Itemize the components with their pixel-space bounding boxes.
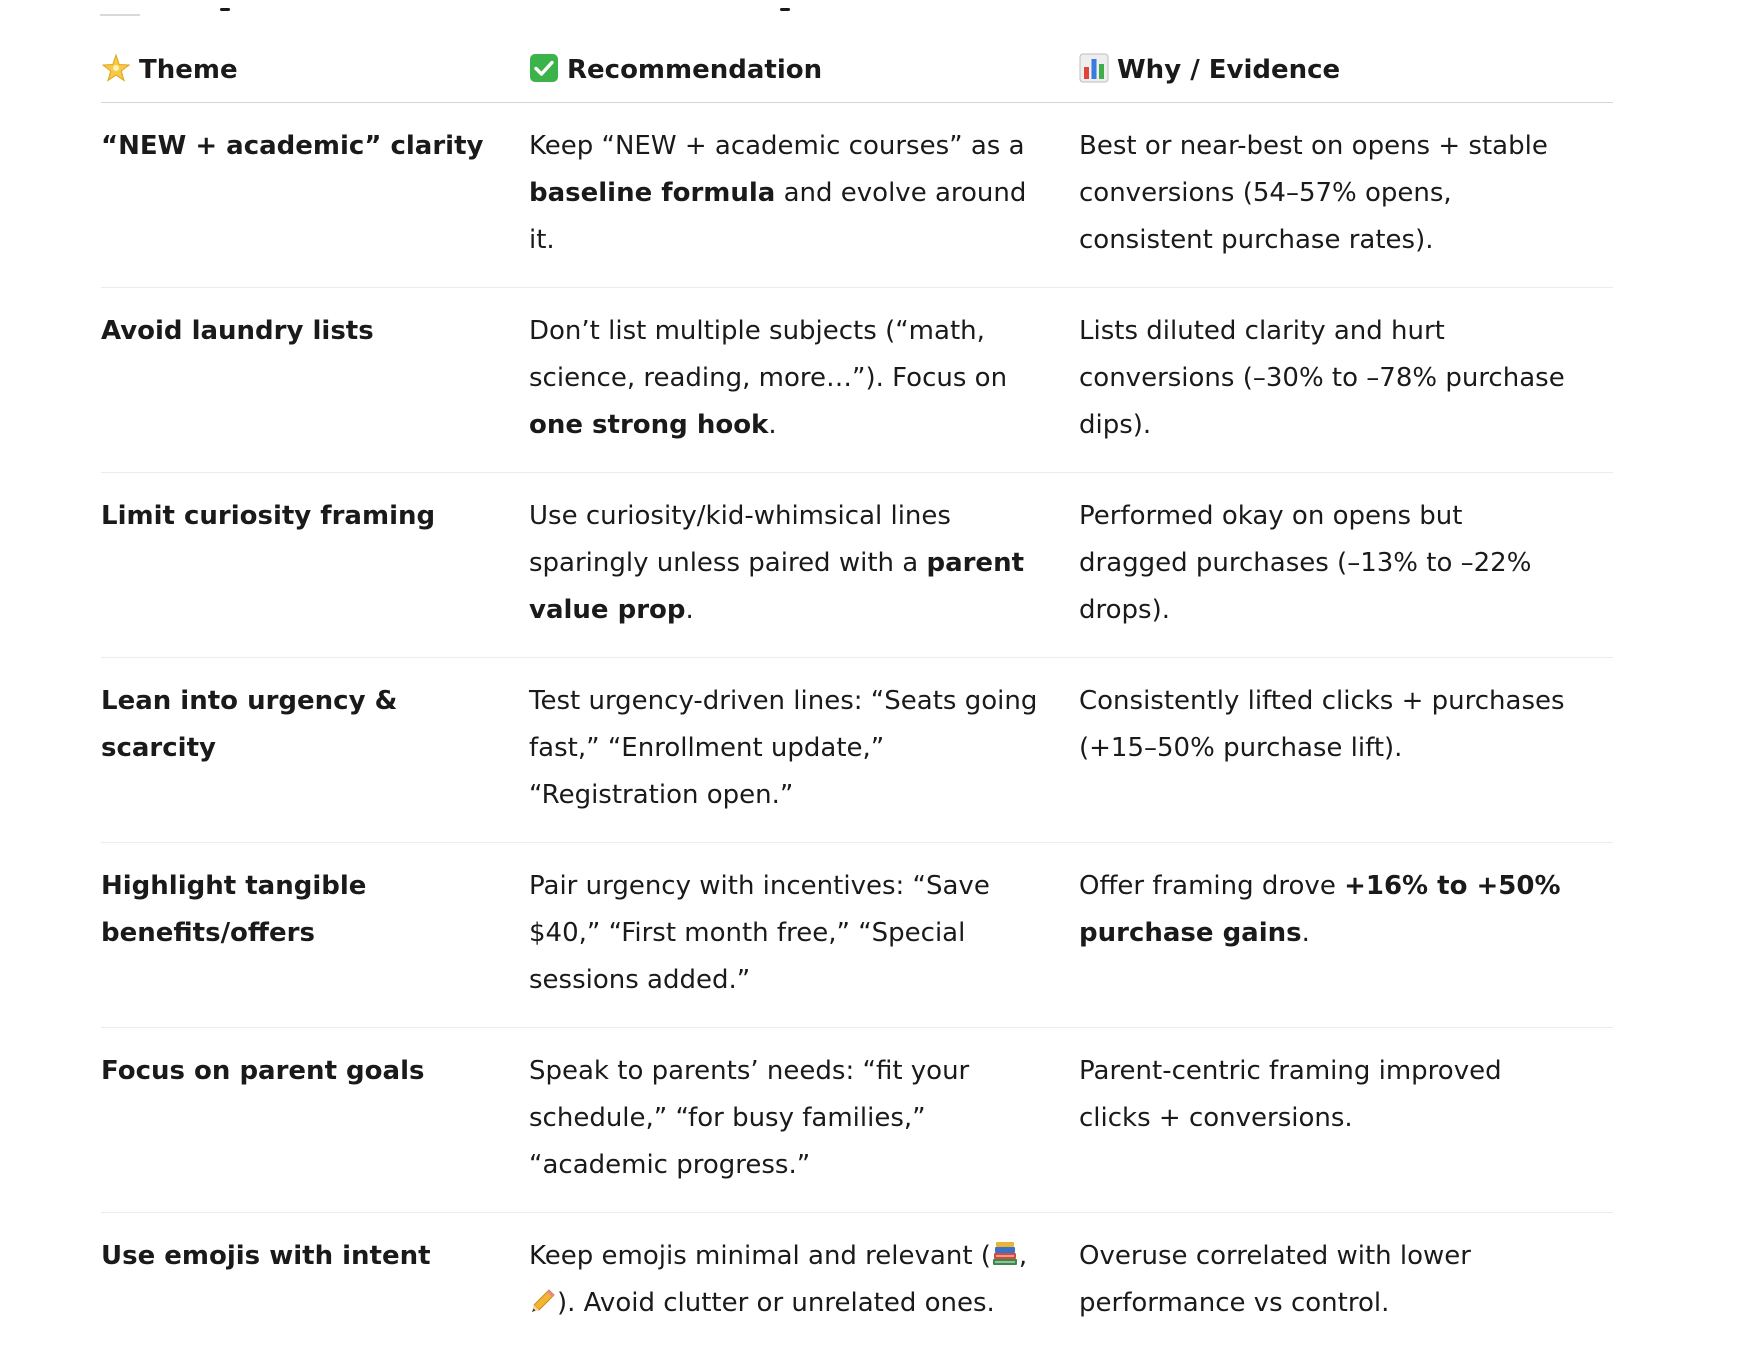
cell-evidence: Lists diluted clarity and hurt conversions (–30% to –78% purchase dips). xyxy=(1079,288,1613,473)
clipped-text-fragment xyxy=(220,8,230,11)
header-evidence-label: Why / Evidence xyxy=(1117,55,1341,85)
table-row xyxy=(101,843,1613,1028)
clipped-divider xyxy=(100,14,140,16)
header-recommendation xyxy=(529,46,1079,103)
check-mark-icon xyxy=(529,53,559,83)
cell-evidence: Performed okay on opens but dragged purchases (–13% to –22% drops). xyxy=(1079,473,1613,658)
cell-theme: Limit curiosity framing xyxy=(101,473,529,658)
cell-recommendation: Speak to parents’ needs: “fit your schedule,” “for busy families,” “academic progress.” xyxy=(529,1028,1079,1213)
table-header-row xyxy=(101,46,1613,103)
header-recommendation-label: Recommendation xyxy=(567,55,823,85)
recommendations-table xyxy=(101,46,1613,1350)
cell-evidence: Consistently lifted clicks + purchases (+15–50% purchase lift). xyxy=(1079,658,1613,843)
cell-recommendation: Pair urgency with incentives: “Save $40,” “First month free,” “Special sessions added.” xyxy=(529,843,1079,1028)
cell-evidence: Offer framing drove +16% to +50% purchase gains. xyxy=(1079,843,1613,1028)
cell-recommendation: Don’t list multiple subjects (“math, science, reading, more…”). Focus on one strong hook. xyxy=(529,288,1079,473)
recommendations-table-container xyxy=(101,46,1613,1350)
clipped-previous-content xyxy=(100,0,800,22)
table-row xyxy=(101,658,1613,843)
cell-recommendation: Use curiosity/kid-whimsical lines sparingly unless paired with a parent value prop. xyxy=(529,473,1079,658)
cell-theme: Highlight tangible benefits/offers xyxy=(101,843,529,1028)
bar-chart-icon xyxy=(1079,53,1109,83)
header-theme xyxy=(101,46,529,103)
header-theme-label: Theme xyxy=(139,55,238,85)
cell-theme: Avoid laundry lists xyxy=(101,288,529,473)
cell-recommendation: Test urgency-driven lines: “Seats going fast,” “Enrollment update,” “Registration open.” xyxy=(529,658,1079,843)
cell-recommendation: Keep emojis minimal and relevant ( ,). Avoid clutter or unrelated ones. xyxy=(529,1241,1028,1318)
cell-theme: Focus on parent goals xyxy=(101,1028,529,1213)
cell-theme: “NEW + academic” clarity xyxy=(101,103,529,288)
cell-recommendation: Keep “NEW + academic courses” as a baseline formula and evolve around it. xyxy=(529,103,1079,288)
sparkle-star-icon xyxy=(101,53,131,83)
cell-evidence: Best or near-best on opens + stable conversions (54–57% opens, consistent purchase rates). xyxy=(1079,103,1613,288)
pencil-emoji-icon xyxy=(529,1287,557,1315)
cell-evidence: Parent-centric framing improved clicks + conversions. xyxy=(1079,1028,1613,1213)
table-row xyxy=(101,1213,1613,1351)
table-row xyxy=(101,288,1613,473)
cell-evidence: Overuse correlated with lower performance vs control. xyxy=(1079,1241,1471,1318)
table-row xyxy=(101,1028,1613,1213)
header-evidence xyxy=(1079,46,1613,103)
clipped-text-fragment xyxy=(780,8,790,11)
cell-theme: Use emojis with intent xyxy=(101,1241,431,1271)
table-row xyxy=(101,473,1613,658)
table-row xyxy=(101,103,1613,288)
books-emoji-icon xyxy=(991,1240,1019,1268)
cell-theme: Lean into urgency & scarcity xyxy=(101,658,529,843)
